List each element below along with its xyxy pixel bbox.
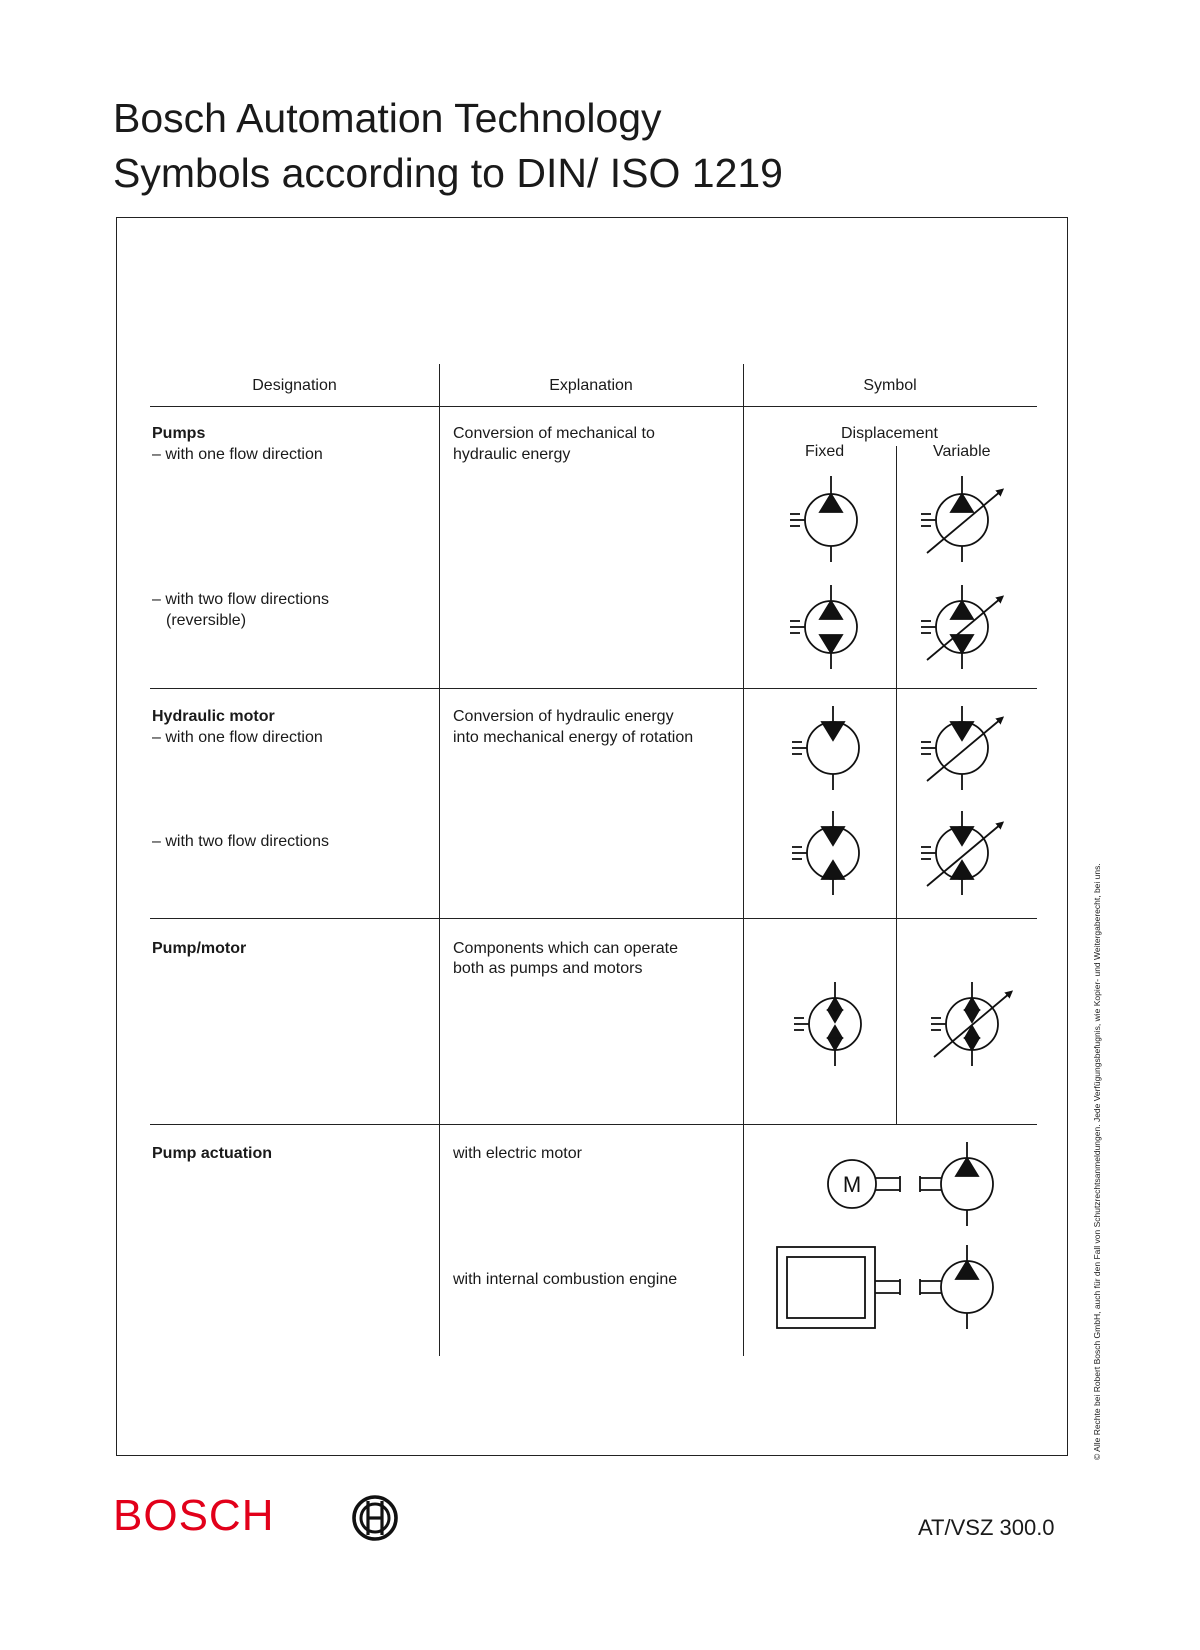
document-code: AT/VSZ 300.0 xyxy=(918,1515,1055,1540)
motor-explanation-line-1: Conversion of hydraulic energy xyxy=(453,708,674,725)
fixed-label: Fixed xyxy=(805,443,845,460)
page-title-line-1: Bosch Automation Technology xyxy=(113,95,662,141)
pump-actuation-designation: Pump actuation xyxy=(152,1145,273,1162)
motor-designation: Hydraulic motor xyxy=(152,708,275,725)
motor-variable-two-directions-icon xyxy=(921,811,1001,895)
pumps-designation: Pumps xyxy=(152,425,206,442)
page-title-line-2: Symbols according to DIN/ ISO 1219 xyxy=(113,150,783,196)
motor-fixed-two-directions-icon xyxy=(792,811,859,895)
actuation-combustion-engine: with internal combustion engine xyxy=(453,1271,678,1288)
motor-two-directions: – with two flow directions xyxy=(152,833,329,850)
pump-motor-variable-icon xyxy=(931,982,1010,1066)
header-designation: Designation xyxy=(252,377,337,394)
motor-explanation-line-2: into mechanical energy of rotation xyxy=(453,729,694,746)
pumps-two-directions: – with two flow directions xyxy=(152,591,329,608)
actuation-electric-motor: with electric motor xyxy=(453,1145,582,1162)
pump-motor-explanation-line-2: both as pumps and motors xyxy=(453,960,643,977)
pumps-explanation-line-2: hydraulic energy xyxy=(453,446,571,463)
pump-motor-fixed-icon xyxy=(794,982,861,1066)
electric-motor-label: M xyxy=(842,1172,862,1197)
bosch-wordmark: BOSCH xyxy=(113,1491,275,1540)
displacement-label: Displacement xyxy=(841,425,938,442)
pumps-reversible: (reversible) xyxy=(166,612,247,629)
pump-fixed-two-directions-icon xyxy=(790,585,857,669)
motor-variable-one-direction-icon xyxy=(921,706,1001,790)
header-explanation: Explanation xyxy=(549,377,633,394)
pump-fixed-engine-drive-icon xyxy=(941,1245,993,1329)
header-symbol: Symbol xyxy=(863,377,917,394)
motor-fixed-one-direction-icon xyxy=(792,706,859,790)
motor-one-direction: – with one flow direction xyxy=(152,729,323,746)
pumps-one-direction: – with one flow direction xyxy=(152,446,323,463)
pump-motor-designation: Pump/motor xyxy=(152,940,247,957)
bosch-armature-logo-icon xyxy=(351,1494,399,1542)
variable-label: Variable xyxy=(933,443,991,460)
pump-fixed-electric-drive-icon xyxy=(941,1142,993,1226)
pump-variable-one-direction-icon xyxy=(921,476,1001,562)
pump-motor-explanation-line-1: Components which can operate xyxy=(453,940,679,957)
combustion-engine-icon xyxy=(777,1247,875,1328)
electric-motor-shaft-coupling-icon xyxy=(876,1176,942,1192)
copyright-notice: © Alle Rechte bei Robert Bosch GmbH, auch für den Fall von Schutzrechtsanmeldungen. Jede Verfügungsbefugnis, wie Kopier- und Weitergaberecht, bei uns. xyxy=(1092,863,1102,1460)
pumps-explanation-line-1: Conversion of mechanical to xyxy=(453,425,655,442)
engine-shaft-coupling-icon xyxy=(875,1279,942,1295)
pump-variable-two-directions-icon xyxy=(921,585,1001,669)
pump-fixed-one-direction-icon xyxy=(790,476,857,562)
